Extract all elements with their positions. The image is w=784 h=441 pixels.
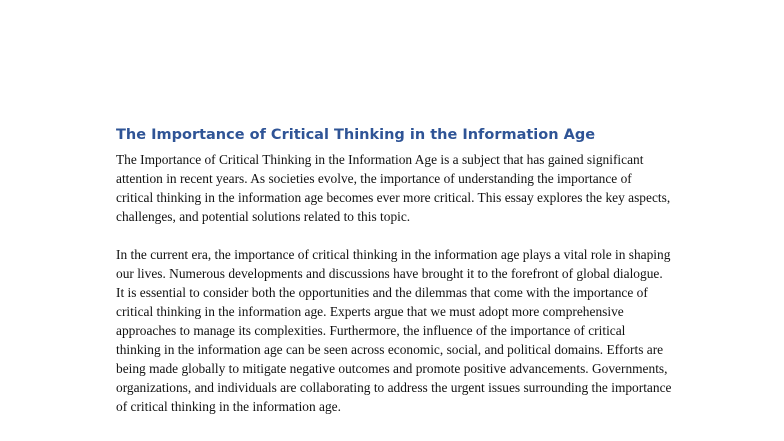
paragraph-intro: The Importance of Critical Thinking in the Information Age is a subject that has gained significant attention in recent years. As societies evolve, the importance of understanding the importance of critical thinking in the information age becomes ever more critical. This essay explores the key aspects, challenges, and potential solutions related to this topic. [116,152,671,224]
paragraph-body: In the current era, the importance of critical thinking in the information age plays a vital role in shaping our lives. Numerous developments and discussions have brought it to the forefront of global dialogue. It is essential to consider both the opportunities and the dilemmas that come with the importance of critical thinking in the information age. Experts argue that we must adopt more comprehensive approaches to manage its complexities. Furthermore, the influence of the importance of critical thinking in the information age can be seen across economic, social, and political domains. Efforts are being made globally to mitigate negative outcomes and promote positive advancements. Governments, organizations, and individuals are collaborating to address the urgent issues surrounding the importance of critical thinking in the information age. [116,247,672,414]
document-body [116,124,672,416]
document-title: The Importance of Critical Thinking in the Information Age [116,127,596,143]
